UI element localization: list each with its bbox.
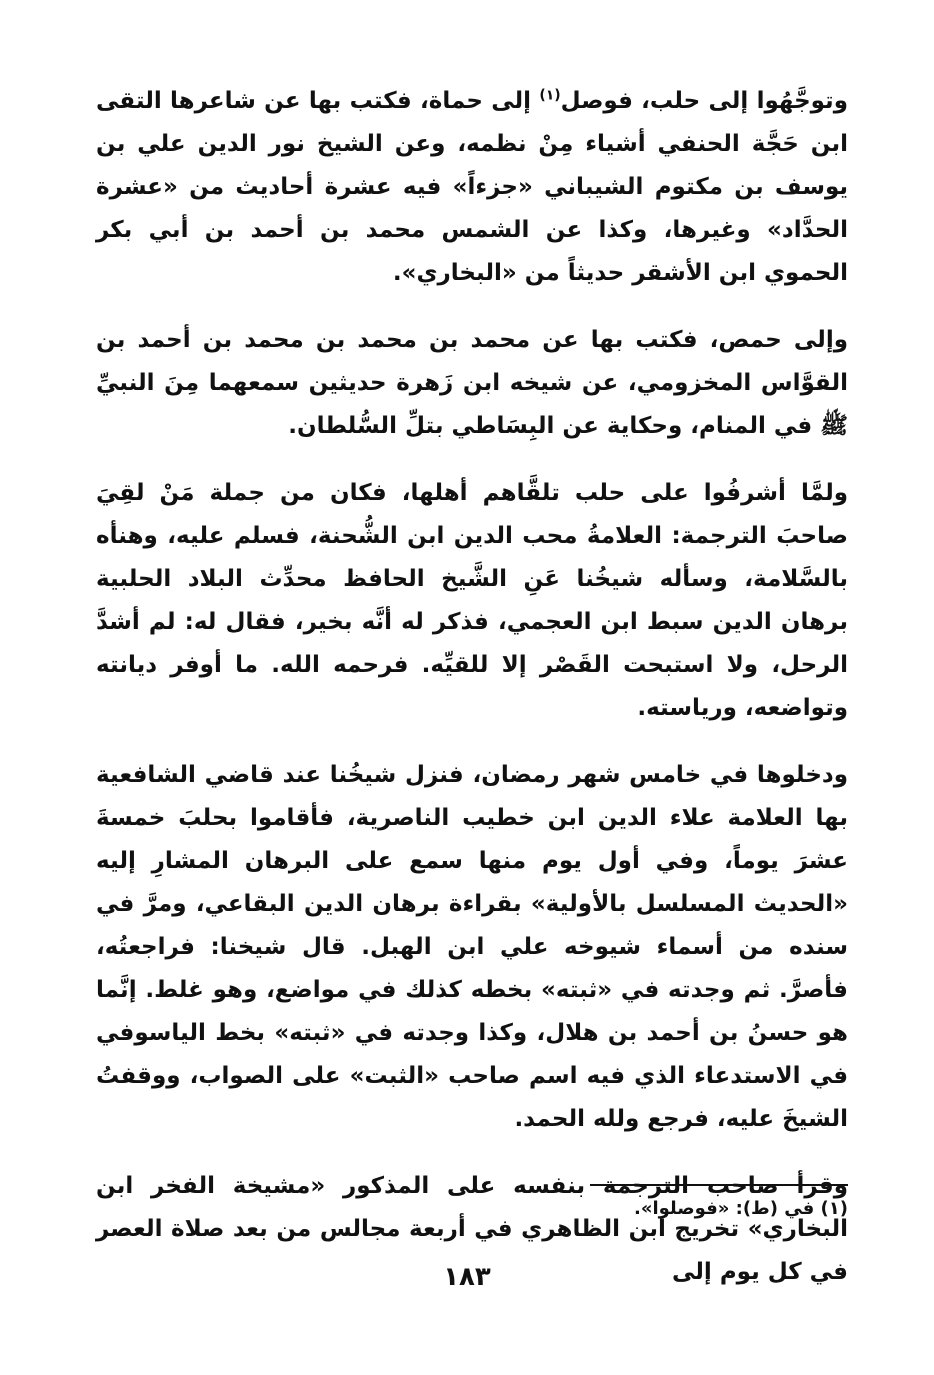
footnote-text: في (ط): «فوصلوا». [634,1198,815,1219]
paragraph-1 [96,80,848,295]
main-text [96,80,848,1318]
paragraph-5: وقرأ صاحب الترجمة بنفسه على المذكور «مشيخة الفخر ابن البخاري» تخريج ابن الظاهري في أربعة مجالس من بعد صلاة العصر في كل يوم إلى [96,1173,848,1285]
footnote-separator [590,1184,848,1186]
page-number: ١٨٣ [443,1262,491,1292]
paragraph-4: ودخلوها في خامس شهر رمضان، فنزل شيخُنا عند قاضي الشافعية بها العلامة علاء الدين ابن خطيب الناصرية، فأقاموا بحلبَ خمسةَ عشرَ يوماً، وفي أول يوم منها سمع على البرهان المشارِ إليه «الحديث المسلسل بالأولية» بقراءة برهان الدين البقاعي، ومرَّ في سنده من أسماء شيوخه علي ابن الهبل. قال شيخنا: فراجعتُه، فأصرَّ. ثم وجدته في «ثبته» بخطه كذلك في مواضع، وهو غلط. إنَّما هو حسنُ بن أحمد بن هلال، وكذا وجدته في «ثبته» بخط الياسوفي في الاستدعاء الذي فيه اسم صاحب «الثبت» على الصواب، ووقفتُ الشيخَ عليه، فرجع ولله الحمد. [96,762,848,1132]
footnote-reference: (١) [539,87,561,104]
paragraph-3: ولمَّا أشرفُوا على حلب تلقَّاهم أهلها، فكان من جملة مَنْ لقِيَ صاحبَ الترجمة: العلامةُ محب الدين ابن الشُّحنة، فسلم عليه، وهنأه بالسَّلامة، وسأله شيخُنا عَنِ الشَّيخ الحافظ محدِّث البلاد الحلبية برهان الدين سبط ابن العجمي، فذكر له أنَّه بخير، فقال له: لم أشدَّ الرحل، ولا استبحت القَصْر إلا للقيِّه. فرحمه الله. ما أوفر ديانته وتواضعه، ورياسته. [96,480,848,721]
footnote-number: (١) [820,1198,848,1219]
paragraph-1-text-after-note: إلى حماة، فكتب بها عن شاعرها التقى ابن حَجَّة الحنفي أشياء مِنْ نظمه، وعن الشيخ نور الدين علي بن يوسف بن مكتوم الشيباني «جزءاً» فيه عشرة أحاديث من «عشرة الحدَّاد» وغيرها، وكذا عن الشمس محمد بن أحمد بن أبي بكر الحموي ابن الأشقر حديثاً من «البخاري». [96,88,848,286]
paragraph-1-text-before-note: وتوجَّهُوا إلى حلب، فوصل [560,88,848,114]
footnote [634,1196,848,1222]
paragraph-2: وإلى حمص، فكتب بها عن محمد بن محمد بن محمد بن أحمد بن القوَّاس المخزومي، عن شيخه ابن زَهرة حديثين سمعهما مِنَ النبيِّ ﷺ في المنام، وحكاية عن البِسَاطي بتلِّ السُّلطان. [96,327,848,439]
